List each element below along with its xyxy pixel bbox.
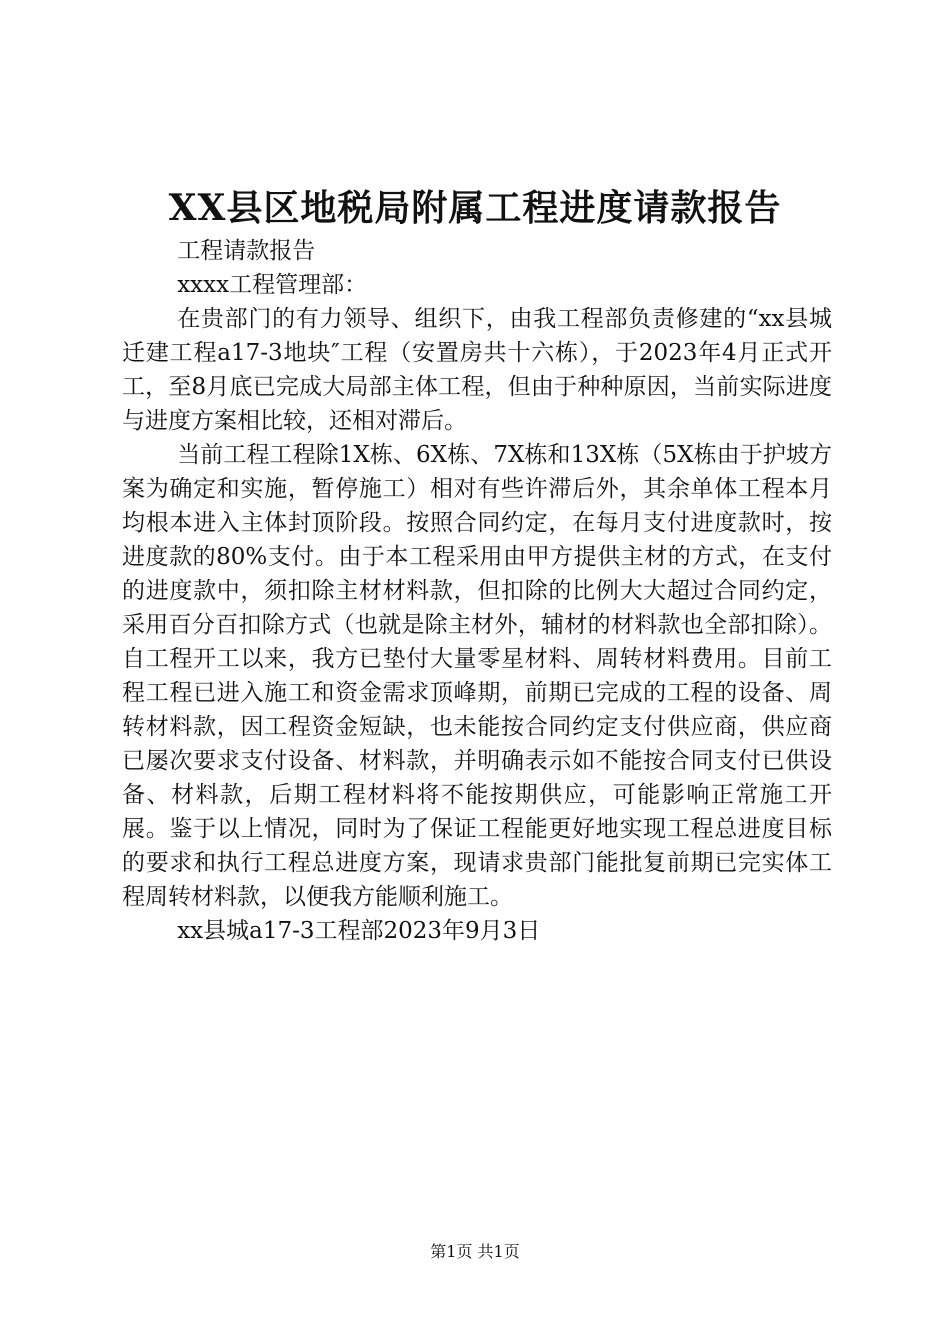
page-footer: 第1页 共1页 xyxy=(430,1242,520,1261)
document-title: XX县区地税局附属工程进度请款报告 xyxy=(168,187,782,229)
paragraph-recipient: xxxx工程管理部： xyxy=(177,272,368,298)
paragraph-signature: xx县城a17-3工程部2023年9月3日 xyxy=(177,918,541,944)
paragraph-heading: 工程请款报告 xyxy=(177,238,316,264)
document-body xyxy=(122,234,832,948)
paragraph-intro: 在贵部门的有力领导、组织下，由我工程部负责修建的“xx县城迁建工程a17-3地块″工程（安置房共十六栋），于2023年4月正式开工，至8月底已完成大局部主体工程，但由于种种原因，当前实际进度与进度方案相比较，还相对滞后。 xyxy=(122,306,832,434)
paragraph-main: 当前工程工程除1X栋、6X栋、7X栋和13X栋（5X栋由于护坡方案为确定和实施，暂停施工）相对有些许滞后外，其余单体工程本月均根本进入主体封顶阶段。按照合同约定，在每月支付进度款时，按进度款的80%支付。由于本工程采用由甲方提供主材的方式，在支付的进度款中，须扣除主材材料款，但扣除的比例大大超过合同约定，采用百分百扣除方式（也就是除主材外，辅材的材料款也全部扣除）。自工程开工以来，我方已垫付大量零星材料、周转材料费用。目前工程工程已进入施工和资金需求顶峰期，前期已完成的工程的设备、周转材料款，因工程资金短缺，也未能按合同约定支付供应商，供应商已屡次要求支付设备、材料款，并明确表示如不能按合同支付已供设备、材料款，后期工程材料将不能按期供应，可能影响正常施工开展。鉴于以上情况，同时为了保证工程能更好地实现工程总进度目标的要求和执行工程总进度方案，现请求贵部门能批复前期已完实体工程周转材料款，以便我方能顺利施工。 xyxy=(122,442,832,910)
